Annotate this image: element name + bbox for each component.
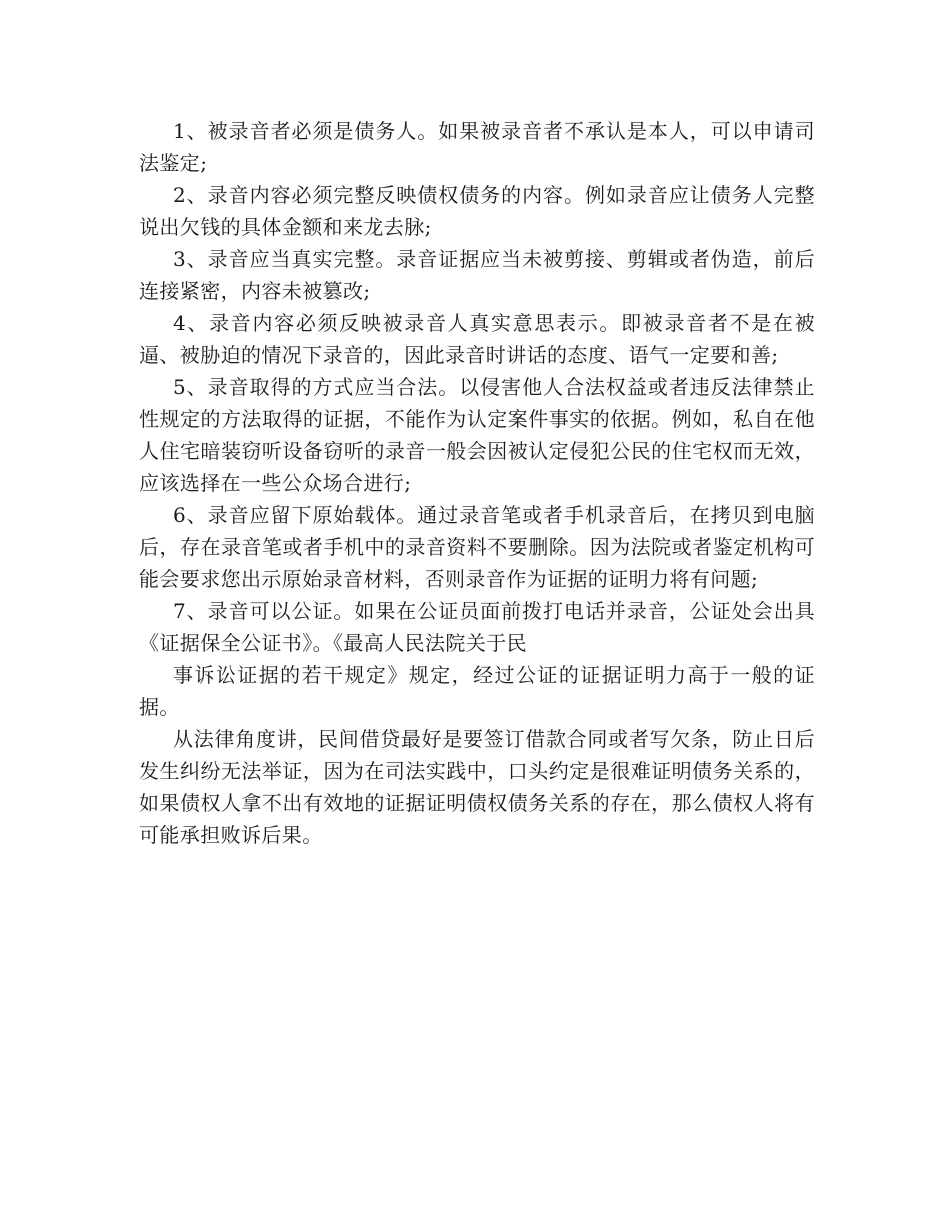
- document-body: [139, 115, 815, 851]
- paragraph-4: 4、录音内容必须反映被录音人真实意思表示。即被录音者不是在被逼、被胁迫的情况下录音的，因此录音时讲话的态度、语气一定要和善;: [139, 311, 815, 367]
- paragraph-9: 从法律角度讲，民间借贷最好是要签订借款合同或者写欠条，防止日后发生纠纷无法举证，因为在司法实践中，口头约定是很难证明债务关系的，如果债权人拿不出有效地的证据证明债权债务关系的存在，那么债权人将有可能承担败诉后果。: [139, 727, 815, 847]
- paragraph-1: 1、被录音者必须是债务人。如果被录音者不承认是本人，可以申请司法鉴定;: [139, 119, 815, 175]
- paragraph-7: 7、录音可以公证。如果在公证员面前拨打电话并录音，公证处会出具《证据保全公证书》。《最高人民法院关于民: [139, 599, 815, 655]
- paragraph-2: 2、录音内容必须完整反映债权债务的内容。例如录音应让债务人完整说出欠钱的具体金额和来龙去脉;: [139, 183, 815, 239]
- paragraph-5: 5、录音取得的方式应当合法。以侵害他人合法权益或者违反法律禁止性规定的方法取得的证据，不能作为认定案件事实的依据。例如，私自在他人住宅暗装窃听设备窃听的录音一般会因被认定侵犯公民的住宅权而无效，应该选择在一些公众场合进行;: [139, 375, 815, 495]
- paragraph-6: 6、录音应留下原始载体。通过录音笔或者手机录音后，在拷贝到电脑后，存在录音笔或者手机中的录音资料不要删除。因为法院或者鉴定机构可能会要求您出示原始录音材料，否则录音作为证据的证明力将有问题;: [139, 503, 815, 591]
- paragraph-3: 3、录音应当真实完整。录音证据应当未被剪接、剪辑或者伪造，前后连接紧密，内容未被篡改;: [139, 247, 815, 303]
- paragraph-8: 事诉讼证据的若干规定》规定，经过公证的证据证明力高于一般的证据。: [139, 663, 815, 719]
